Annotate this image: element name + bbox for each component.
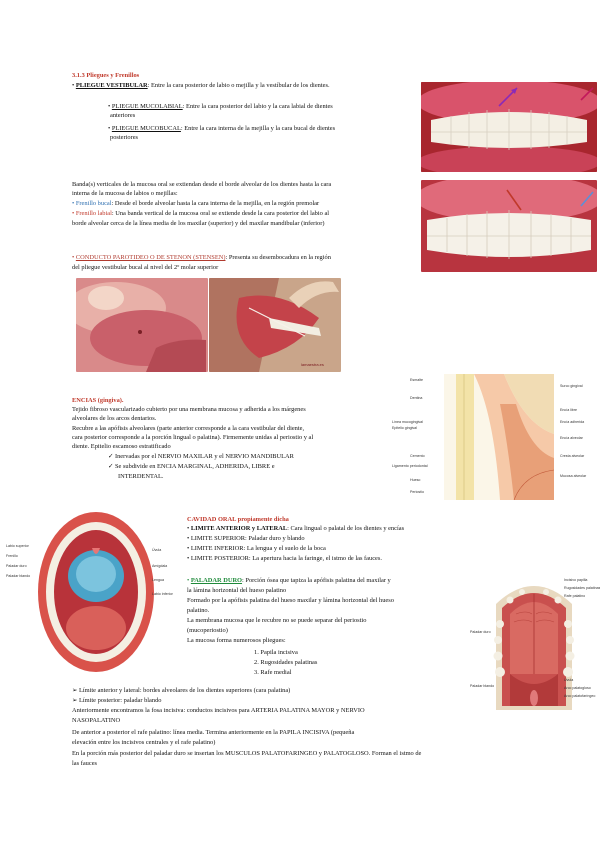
rafe-palatino-p3: De anterior a posterior el rafe palatino: línea media. Termina anteriormente en la PAPILA INCISIVA (pequeña bbox=[72, 729, 355, 736]
mouth-diagram-drawing bbox=[6, 508, 176, 676]
cheek-photo-drawing bbox=[76, 278, 208, 372]
section1-title: 3.1.3 Pliegues y Frenillos bbox=[72, 72, 140, 79]
palate-diagram bbox=[470, 574, 598, 718]
mouth-label-1: Frenillo bbox=[6, 554, 18, 558]
conducto-parotideo-label: CONDUCTO PAROTIDEO O DE STENON (STENSEN) bbox=[75, 254, 226, 261]
frenillo-labial-cont: borde alveolar cerca de la línea media de los maxilar (superior) y del maxilar mandibular (inferior) bbox=[72, 220, 325, 227]
palate-label-0: Incisivo papilla bbox=[564, 578, 588, 582]
pliegue-vestibular-line: • PLIEGUE VESTIBULAR: Entre la cara posterior de labio o mejilla y la vestíbular de los dientes. bbox=[72, 82, 330, 89]
teeth-photo-upper bbox=[421, 82, 597, 172]
pliegue-mucobucal-text: : Entre la cara interna de la mejilla y la cara bucal de dientes bbox=[180, 125, 336, 132]
frenillo-labial-label: Frenillo labial bbox=[75, 210, 112, 217]
pliegue-mucobucal-cont: posteriores bbox=[110, 134, 139, 141]
frenillos-intro-2: interna de la mucosa de labios o mejillas: bbox=[72, 190, 178, 197]
pliegue-vestibular-label: PLIEGUE VESTIBULAR bbox=[75, 82, 148, 89]
conducto-parotideo-text: : Presenta su desembocadura en la región bbox=[225, 254, 331, 261]
frenillo-labial-line: • Frenillo labial: Una banda vertical de la mucosa oral se extiende desde la cara posterior del labio al bbox=[72, 210, 330, 217]
pliegue-vestibular-text: : Entre la cara posterior de labio o mejilla y la vestíbular de los dientes. bbox=[147, 82, 330, 89]
mouth-label-2: Paladar duro bbox=[6, 564, 27, 568]
palate-label-5: Úvula bbox=[564, 678, 574, 682]
palate-label-6: Arco palatogloso bbox=[564, 686, 591, 690]
watermark-text: lamaestra.es bbox=[301, 362, 324, 367]
dissection-photo-drawing bbox=[209, 278, 341, 372]
limite-superior-line: • LIMITE SUPERIOR: Paladar duro y blando bbox=[187, 535, 305, 542]
paladar-duro-text: : Porción ósea que tapiza la apófisis palatina del maxilar y bbox=[242, 577, 391, 584]
frenillo-bucal-label: Frenillo bucal bbox=[75, 200, 112, 207]
gum-label-left-6: Hueso bbox=[410, 478, 421, 482]
gum-label-left-2: Línea mucogingival bbox=[392, 420, 423, 424]
gum-label-left-0: Esmalte bbox=[410, 378, 423, 382]
limite-superior-label: LIMITE SUPERIOR bbox=[190, 535, 245, 542]
encias-p1: Tejido fibroso vascularizado cubierto por una membrana mucosa y adherida a los márgenes bbox=[72, 406, 306, 413]
encias-p2: alveolares de los arcos dentarios. bbox=[72, 415, 157, 422]
palate-label-1: Rugosidades palatinas bbox=[564, 586, 600, 590]
limite-posterior-label: LIMITE POSTERIOR bbox=[190, 555, 249, 562]
paladar-duro-4: palatino. bbox=[187, 607, 210, 614]
check-icon: ✓ bbox=[108, 463, 115, 470]
mouth-label-4: Úvula bbox=[152, 548, 162, 552]
gum-label-right-3: Encía alveolar bbox=[560, 436, 583, 440]
pliegue-mucobucal-label: PLIEGUE MUCOBUCAL bbox=[111, 125, 181, 132]
mouth-diagram bbox=[6, 508, 176, 676]
limite-anterior-line: • LIMITE ANTERIOR y LATERAL: Cara lingual o palatal de los dientes y encías bbox=[187, 525, 405, 532]
limite-superior-text: : Paladar duro y blando bbox=[245, 535, 305, 542]
limite-anterior-text: : Cara lingual o palatal de los dientes y encías bbox=[287, 525, 405, 532]
encias-p5: diente. Epitelio escamoso estratificado bbox=[72, 443, 171, 450]
mouth-label-6: Lengua bbox=[152, 578, 164, 582]
conducto-parotideo-cont: del pliegue vestibular bucal al nivel del 2º molar superior bbox=[72, 264, 219, 271]
paladar-duro-5: La membrana mucosa que le recubre no se puede separar del periostio bbox=[187, 617, 367, 624]
pliegue-mucolabial-line: • PLIEGUE MUCOLABIAL: Entre la cara posterior del labio y la cara labial de dientes bbox=[108, 103, 333, 110]
gum-label-right-1: Encía libre bbox=[560, 408, 577, 412]
limite-anterior-paladar bbox=[72, 687, 290, 696]
dissection-photo bbox=[209, 278, 341, 372]
encias-check-1-text: Inervadas por el NERVIO MAXILAR y el NERVIO MANDIBULAR bbox=[114, 453, 294, 460]
paladar-duro-label: PALADAR DURO bbox=[190, 577, 243, 584]
palate-label-3: Paladar duro bbox=[470, 630, 491, 634]
gum-label-right-2: Encía adherida bbox=[560, 420, 585, 424]
mouth-label-0: Labio superior bbox=[6, 544, 29, 548]
limite-anterior-paladar-text: Límite anterior y lateral: bordes alveolares de los dientes superiores (cara palatina) bbox=[78, 687, 291, 694]
gum-label-left-7: Periostio bbox=[410, 490, 424, 494]
frenillo-bucal-text: : Desde el borde alveolar hasta la cara interna de la mejilla, en la región premolar bbox=[111, 200, 320, 207]
paladar-duro-6: (mucoperiostio) bbox=[187, 627, 228, 634]
paladar-duro-3: Formado por la apófisis palatina del hueso maxilar y lámina horizontal del hueso bbox=[187, 597, 394, 604]
palate-label-2: Rafe palatino bbox=[564, 594, 586, 598]
gum-label-right-0: Surco gingival bbox=[560, 384, 583, 388]
encias-check-1 bbox=[108, 453, 294, 462]
paladar-duro-2: la lámina horizontal del hueso palatino bbox=[187, 587, 287, 594]
frenillo-bucal-line: • Frenillo bucal: Desde el borde alveolar hasta la cara interna de la mejilla, en la región premolar bbox=[72, 200, 320, 207]
teeth-photo-frenillos bbox=[421, 180, 597, 272]
encias-p4: cara posterior corresponde a la porción lingual o palatina). Firmemente unidas al periostio y al bbox=[72, 434, 314, 441]
encias-check-2-text: Se subdivide en ENCIA MARGINAL, ADHERIDA, LIBRE e bbox=[114, 463, 275, 470]
pliegue-mucolabial-text: : Entre la cara posterior del labio y la cara labial de dientes bbox=[182, 103, 333, 110]
fosa-incisiva-p2: NASOPALATINO bbox=[72, 717, 121, 724]
limite-posterior-paladar bbox=[72, 697, 161, 706]
encias-p3: Recubre a las apófisis alveolares (parte anterior corresponde a la cara vestibular del diente, bbox=[72, 425, 305, 432]
mouth-label-3: Paladar blando bbox=[6, 574, 31, 578]
paladar-duro-line: • PALADAR DURO: Porción ósea que tapiza la apófisis palatina del maxilar y bbox=[187, 577, 391, 584]
musculos-p6: las fauces bbox=[72, 760, 98, 767]
pliegue-item-3: 3. Rafe medial bbox=[254, 669, 292, 676]
encias-check-2 bbox=[108, 463, 275, 472]
palate-label-4: Paladar blando bbox=[470, 684, 495, 688]
mouth-label-7: Labio inferior bbox=[152, 592, 173, 596]
gum-label-left-3: Epitelio gingival bbox=[392, 426, 417, 430]
conducto-parotideo-line: • CONDUCTO PAROTIDEO O DE STENON (STENSEN): Presenta su desembocadura en la región bbox=[72, 254, 331, 261]
fosa-incisiva-p1: Anteriormente encontramos la fosa incisiva: conductos incisivos para ARTERIA PALATINA MAYOR y NERVIO bbox=[72, 707, 365, 714]
pliegue-item-1: 1. Papila incisiva bbox=[254, 649, 298, 656]
rafe-palatino-p4: elevación entre los incisivos centrales y el rafe palatino) bbox=[72, 739, 216, 746]
limite-posterior-line: • LIMITE POSTERIOR: La apertura hacia la faringe, el istmo de las fauces. bbox=[187, 555, 382, 562]
arrow-icon: ➢ bbox=[72, 697, 79, 704]
limite-anterior-label: LIMITE ANTERIOR y LATERAL bbox=[190, 525, 288, 532]
gum-diagram bbox=[392, 374, 600, 500]
palate-label-7: Arco palatofaríngeo bbox=[564, 694, 596, 698]
cheek-photo bbox=[76, 278, 208, 372]
frenillos-intro-1: Banda(s) verticales de la mucosa oral se extiendan desde el borde alveolar de los dientes hasta la cara bbox=[72, 181, 332, 188]
pliegue-mucobucal-line: • PLIEGUE MUCOBUCAL: Entre la cara interna de la mejilla y la cara bucal de dientes bbox=[108, 125, 336, 132]
limite-inferior-line: • LIMITE INFERIOR: La lengua y el suelo de la boca bbox=[187, 545, 326, 552]
pliegue-item-2: 2. Rugosidades palatinas bbox=[254, 659, 318, 666]
pliegue-mucolabial-label: PLIEGUE MUCOLABIAL bbox=[111, 103, 183, 110]
limite-posterior-paladar-text: Límite posterior: paladar blando bbox=[78, 697, 162, 704]
arrow-icon: ➢ bbox=[72, 687, 79, 694]
gum-label-right-4: Cresta alveolar bbox=[560, 454, 585, 458]
mouth-label-5: Amígdala bbox=[152, 564, 168, 568]
encias-check-2-cont: INTERDENTAL. bbox=[118, 473, 164, 480]
teeth-photo-upper-drawing bbox=[421, 82, 597, 172]
paladar-duro-7: La mucosa forma numerosos pliegues: bbox=[187, 637, 286, 644]
pliegue-mucolabial-cont: anteriores bbox=[110, 112, 136, 119]
check-icon: ✓ bbox=[108, 453, 115, 460]
encias-title: ENCIAS (gingiva). bbox=[72, 397, 124, 404]
gum-label-left-1: Dentina bbox=[410, 396, 423, 400]
limite-inferior-text: : La lengua y el suelo de la boca bbox=[243, 545, 326, 552]
gum-label-left-5: Ligamento periodontal bbox=[392, 464, 428, 468]
limite-posterior-text: : La apertura hacia la faringe, el istmo de las fauces. bbox=[248, 555, 382, 562]
gum-label-right-5: Mucosa alveolar bbox=[560, 474, 587, 478]
teeth-photo-frenillos-drawing bbox=[421, 180, 597, 272]
frenillo-labial-text: : Una banda vertical de la mucosa oral se extiende desde la cara posterior del labio al bbox=[111, 210, 330, 217]
cavidad-oral-title: CAVIDAD ORAL propiamente dicha bbox=[187, 516, 289, 523]
limite-inferior-label: LIMITE INFERIOR bbox=[190, 545, 244, 552]
gum-label-left-4: Cemento bbox=[410, 454, 425, 458]
musculos-p5: En la porción más posterior del paladar duro se insertan los MUSCULOS PALATOFARINGEO y PALATOGLOSO. Forman el istmo de bbox=[72, 750, 422, 757]
